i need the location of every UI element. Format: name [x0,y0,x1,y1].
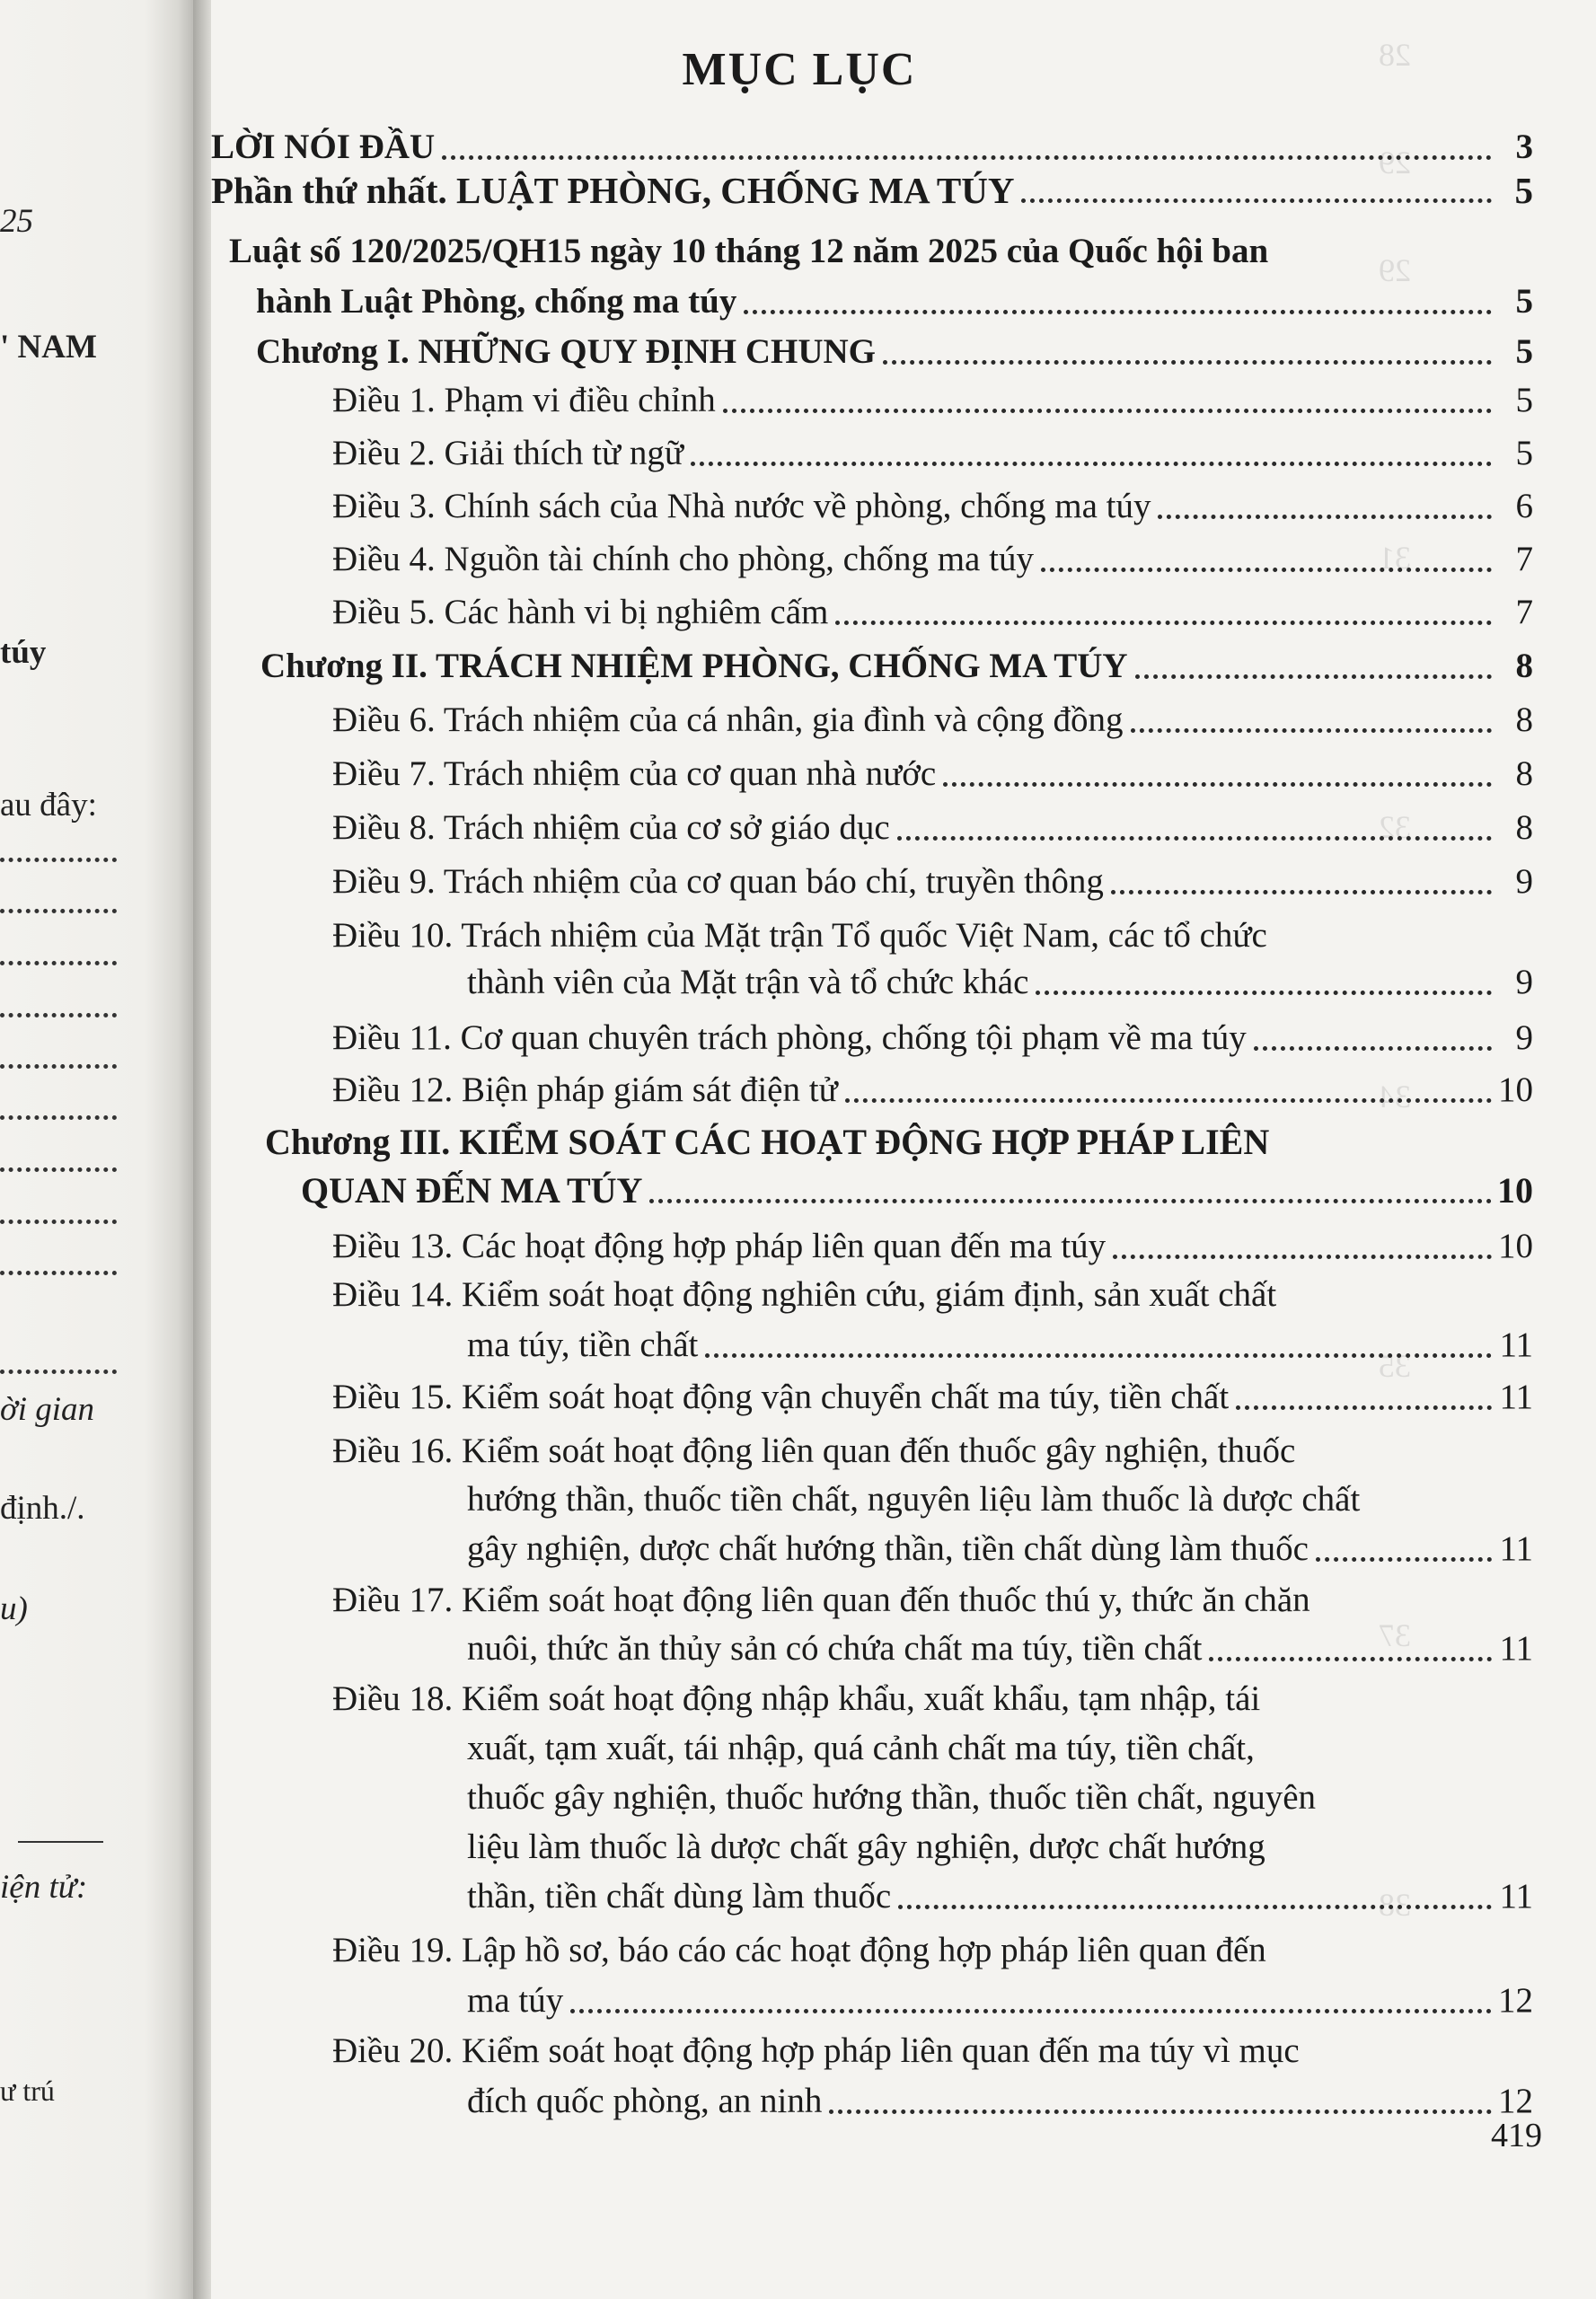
toc-entry-page: 3 [1515,128,1533,166]
bleed-through: 28 29 29 31 32 34 35 37 38 [1379,37,1411,1923]
dot-leader [943,782,1492,787]
toc-entry-page: 9 [1515,862,1533,901]
dot-leader [442,155,1492,160]
toc-entry-page: 7 [1515,593,1533,631]
toc-entry-page: 5 [1515,332,1533,371]
dot-leader [1135,674,1492,679]
toc-entry-title: ma túy, tiền chất [467,1326,699,1364]
toc-entry[interactable] [332,808,1533,848]
toc-entry-page: 12 [1498,2082,1533,2120]
toc-entry-title: Điều 7. Trách nhiệm của cơ quan nhà nước [332,754,937,793]
toc-entry-page: 6 [1515,487,1533,525]
left-page-fragment: túy [0,634,47,671]
toc-entry-page: 5 [1514,170,1533,211]
toc-entry-title: hành Luật Phòng, chống ma túy [256,282,737,321]
left-page-dots [0,858,117,862]
toc-entry-page: 7 [1515,540,1533,578]
left-page-fragment: định./. [0,1490,85,1527]
toc-entry-page: 8 [1515,808,1533,847]
toc-entry-title: LỜI NÓI ĐẦU [211,128,436,166]
toc-entry-page: 5 [1515,434,1533,472]
left-page-rule [18,1841,103,1843]
toc-entry[interactable] [301,1171,1533,1211]
toc-entry[interactable] [332,1070,1533,1110]
dot-leader [883,360,1492,365]
dot-leader [744,310,1492,314]
toc-entry-page: 9 [1515,963,1533,1001]
left-page-fragment: au đây: [0,787,97,824]
toc-entry-title: Chương I. NHỮNG QUY ĐỊNH CHUNG [256,332,876,371]
toc-entry-title-line: Điều 16. Kiểm soát hoạt động liên quan đến thuốc gây nghiện, thuốc [332,1431,1296,1470]
left-page-fragment: 25 [0,203,33,240]
toc-entry[interactable] [211,171,1533,210]
toc-entry[interactable] [332,700,1533,740]
dot-leader [845,1098,1492,1103]
left-page-dots [0,961,117,965]
toc-entry-title-line: liệu làm thuốc là dược chất gây nghiện, dược chất hướng [467,1828,1265,1866]
dot-leader [1254,1046,1492,1051]
toc-entry-page: 8 [1515,700,1533,739]
toc-entry-page: 9 [1515,1018,1533,1057]
toc-entry[interactable] [332,540,1533,579]
left-page-dots [0,1013,117,1017]
page-number: 419 [1491,2117,1542,2154]
toc-entry-title: Điều 9. Trách nhiệm của cơ quan báo chí, truyền thông [332,862,1104,901]
dot-leader [723,409,1492,413]
toc-entry-title-line: Điều 10. Trách nhiệm của Mặt trận Tổ quốc Việt Nam, các tổ chức [332,916,1267,955]
toc-entry-page: 11 [1499,1629,1533,1668]
left-page-dots [0,1271,117,1275]
toc-entry-title: Điều 5. Các hành vi bị nghiêm cấm [332,593,829,631]
toc-entry-page: 8 [1515,754,1533,793]
toc-entry-title-line: xuất, tạm xuất, tái nhập, quá cảnh chất ma túy, tiền chất, [467,1729,1255,1767]
toc-entry-page: 10 [1498,1070,1533,1109]
toc-entry-page: 5 [1515,381,1533,419]
toc-entry-title: Điều 4. Nguồn tài chính cho phòng, chống ma túy [332,540,1034,578]
toc-entry-title: đích quốc phòng, an ninh [467,2082,823,2120]
dot-leader [898,1905,1492,1909]
toc-entry[interactable] [256,282,1533,322]
left-page-fragment: ' NAM [0,329,97,366]
toc-entry-title-line: Chương III. KIỂM SOÁT CÁC HOẠT ĐỘNG HỢP PHÁP LIÊN [265,1122,1270,1162]
toc-entry[interactable] [467,1981,1533,2021]
dot-leader [829,2110,1492,2114]
toc-entry-title: Điều 8. Trách nhiệm của cơ sở giáo dục [332,808,890,847]
left-page-dots [0,1370,117,1374]
toc-title: MỤC LỤC [682,44,917,95]
dot-leader [691,462,1492,466]
toc-entry-page: 12 [1498,1981,1533,2020]
toc-entry[interactable] [332,862,1533,902]
toc-entry-title: thành viên của Mặt trận và tổ chức khác [467,963,1029,1001]
toc-entry-title: Chương II. TRÁCH NHIỆM PHÒNG, CHỐNG MA TÚY [260,647,1128,685]
toc-entry-title: Điều 12. Biện pháp giám sát điện tử [332,1070,838,1109]
toc-entry-title: Điều 1. Phạm vi điều chỉnh [332,381,716,419]
toc-entry[interactable] [332,593,1533,632]
dot-leader [897,836,1492,841]
toc-entry-title-line: Điều 17. Kiểm soát hoạt động liên quan đến thuốc thú y, thức ăn chăn [332,1581,1310,1619]
toc-entry[interactable] [332,381,1533,420]
dot-leader [835,621,1492,625]
toc-entry-title: Điều 15. Kiểm soát hoạt động vận chuyển chất ma túy, tiền chất [332,1378,1230,1416]
toc-entry-page: 8 [1515,647,1533,685]
toc-entry-page: 11 [1499,1326,1533,1364]
toc-entry[interactable] [467,2082,1533,2121]
toc-entry-page: 11 [1499,1529,1533,1568]
toc-entry[interactable] [467,1629,1533,1669]
toc-entry[interactable] [467,1877,1533,1916]
toc-entry[interactable] [467,1529,1533,1569]
left-page-fragment: iện tử: [0,1869,88,1906]
left-page-fragment: ời gian [0,1391,95,1428]
toc-entry[interactable] [332,754,1533,794]
dot-leader [1111,890,1492,894]
toc-entry-page: 10 [1497,1170,1533,1211]
toc-entry-title-line: thuốc gây nghiện, thuốc hướng thần, thuốc tiền chất, nguyên [467,1778,1317,1817]
toc-entry-title: ma túy [467,1981,564,2020]
toc-entry-title: Điều 6. Trách nhiệm của cá nhân, gia đình và cộng đồng [332,700,1124,739]
toc-entry-title: Điều 13. Các hoạt động hợp pháp liên quan đến ma túy [332,1227,1107,1265]
dot-leader [1316,1557,1492,1562]
toc-entry-page: 5 [1515,282,1533,321]
toc-entry[interactable] [256,332,1533,372]
dot-leader [1236,1405,1492,1410]
toc-entry-title-line: Điều 20. Kiểm soát hoạt động hợp pháp liên quan đến ma túy vì mục [332,2031,1300,2070]
toc-entry-page: 10 [1498,1227,1533,1265]
toc-entry[interactable] [467,963,1533,1002]
toc-entry[interactable] [332,1018,1533,1058]
toc-entry-title-line: Điều 18. Kiểm soát hoạt động nhập khẩu, xuất khẩu, tạm nhập, tái [332,1679,1261,1718]
toc-entry-title: thần, tiền chất dùng làm thuốc [467,1877,892,1916]
left-page-dots [0,1115,117,1120]
toc-entry-title-line: Luật số 120/2025/QH15 ngày 10 tháng 12 năm 2025 của Quốc hội ban [229,232,1269,270]
left-page-fragment: u) [0,1590,28,1627]
book-gutter [193,0,211,2299]
left-page-dots [0,1220,117,1224]
toc-entry[interactable] [260,647,1533,686]
dot-leader [1113,1255,1492,1259]
toc-entry[interactable] [332,1227,1533,1266]
toc-entry[interactable] [332,434,1533,473]
toc-entry-title-line: hướng thần, thuốc tiền chất, nguyên liệu làm thuốc là dược chất [467,1480,1361,1519]
dot-leader [649,1199,1492,1203]
toc-entry-title: Điều 3. Chính sách của Nhà nước về phòng, chống ma túy [332,487,1151,525]
dot-leader [1036,991,1492,995]
dot-leader [570,2009,1492,2013]
toc-entry-title: QUAN ĐẾN MA TÚY [301,1170,643,1211]
dot-leader [1021,198,1492,203]
dot-leader [1158,515,1492,519]
left-facing-page [0,0,193,2299]
toc-page [211,0,1596,2299]
toc-entry-page: 11 [1499,1877,1533,1916]
toc-entry[interactable] [211,128,1533,167]
toc-entry-title: Điều 2. Giải thích từ ngữ [332,434,684,472]
toc-entry[interactable] [332,487,1533,526]
left-page-dots [0,1167,117,1172]
toc-entry-title: gây nghiện, dược chất hướng thần, tiền chất dùng làm thuốc [467,1529,1309,1568]
toc-entry-title: nuôi, thức ăn thủy sản có chứa chất ma túy, tiền chất [467,1629,1203,1668]
dot-leader [1131,728,1492,733]
dot-leader [1041,568,1492,572]
left-page-fragment: ư trú [0,2074,55,2107]
toc-entry-title: Điều 11. Cơ quan chuyên trách phòng, chống tội phạm về ma túy [332,1018,1247,1057]
toc-entry-page: 11 [1499,1378,1533,1416]
toc-entry-title: Phần thứ nhất. LUẬT PHÒNG, CHỐNG MA TÚY [211,170,1015,211]
left-page-dots [0,1064,117,1069]
left-page-dots [0,909,117,913]
dot-leader [1209,1657,1492,1661]
toc-entry-title-line: Điều 19. Lập hồ sơ, báo cáo các hoạt động hợp pháp liên quan đến [332,1931,1266,1969]
dot-leader [705,1353,1492,1358]
toc-entry[interactable] [467,1326,1533,1365]
toc-entry-title-line: Điều 14. Kiểm soát hoạt động nghiên cứu, giám định, sản xuất chất [332,1275,1277,1314]
toc-entry[interactable] [332,1378,1533,1417]
